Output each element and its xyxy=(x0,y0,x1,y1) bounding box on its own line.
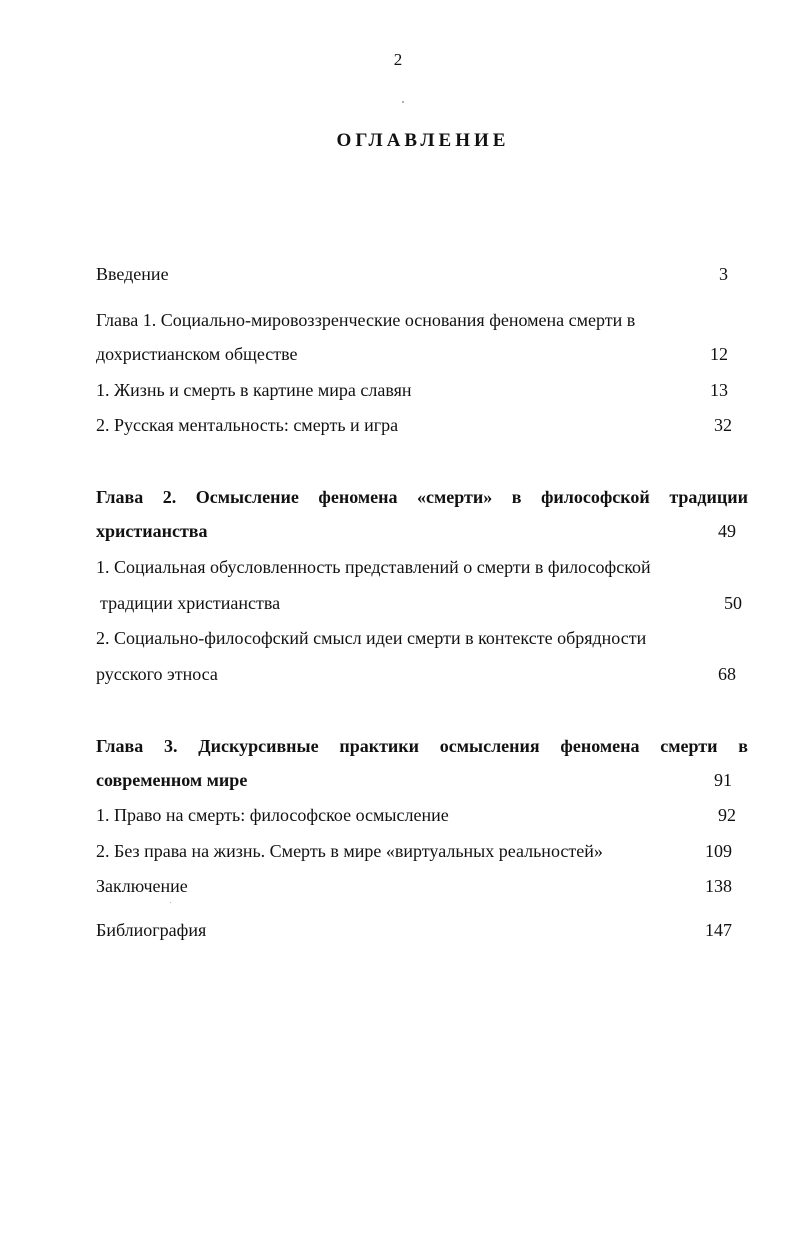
toc-page: 32 xyxy=(714,415,732,435)
toc-label: 1. Социальная обусловленность представлений о смерти в философской xyxy=(96,557,651,577)
toc-page: 68 xyxy=(718,664,736,684)
toc-word: Дискурсивные xyxy=(198,736,319,756)
toc-label: Заключение xyxy=(96,876,188,896)
toc-label-justified xyxy=(96,485,748,509)
toc-page: 138 xyxy=(705,876,732,896)
toc-label: традиции христианства xyxy=(100,593,281,613)
toc-word: феномена xyxy=(318,487,398,507)
toc-label: русского этноса xyxy=(96,664,218,684)
toc-entry-conclusion xyxy=(96,874,748,898)
toc-page: 12 xyxy=(710,344,728,364)
toc-page: 147 xyxy=(705,920,732,940)
toc-label: современном мире xyxy=(96,770,248,790)
toc-label-justified xyxy=(96,734,748,758)
toc-entry-3-1 xyxy=(96,803,748,827)
toc-entry-chapter-2 xyxy=(96,485,748,509)
toc-word: 2. xyxy=(162,487,177,507)
toc-entry-2-1 xyxy=(96,555,748,579)
toc-entry-2-2 xyxy=(96,626,748,650)
toc-page: 92 xyxy=(718,805,736,825)
toc-title: ОГЛАВЛЕНИЕ xyxy=(336,130,510,151)
toc-entry-3-2 xyxy=(96,839,748,863)
toc-label: 1. Жизнь и смерть в картине мира славян xyxy=(96,380,412,400)
toc-entry-1-2 xyxy=(96,413,748,437)
toc-entry-1-1 xyxy=(96,378,748,402)
toc-word: Глава xyxy=(96,487,144,507)
toc-label: Глава 1. Социально-мировоззренческие основания феномена смерти в xyxy=(96,310,636,330)
toc-entry-chapter-1-cont xyxy=(96,342,748,366)
toc-page: 109 xyxy=(705,841,732,861)
toc-page: 50 xyxy=(724,593,742,613)
toc-label: 2. Социально-философский смысл идеи смерти в контексте обрядности xyxy=(96,628,647,648)
toc-label: христианства xyxy=(96,521,208,541)
toc-page: 91 xyxy=(714,770,732,790)
toc-word: 3. xyxy=(163,736,178,756)
toc-entry-chapter-1 xyxy=(96,308,748,332)
toc-entry-chapter-3 xyxy=(96,734,748,758)
toc-word: «смерти» xyxy=(416,487,493,507)
toc-word: в xyxy=(738,736,748,756)
toc-word: Глава xyxy=(96,736,144,756)
toc-page: 13 xyxy=(710,380,728,400)
toc-label: 1. Право на смерть: философское осмысление xyxy=(96,805,449,825)
toc-label: Введение xyxy=(96,264,169,284)
toc-word: смерти xyxy=(660,736,718,756)
toc-entry-bibliography xyxy=(96,918,748,942)
toc-word: традиции xyxy=(669,487,748,507)
scan-speck xyxy=(402,101,404,103)
toc-entry-2-2-cont xyxy=(96,662,748,686)
toc-entry-chapter-3-cont xyxy=(96,768,748,792)
toc-page: 3 xyxy=(719,264,728,284)
toc-label: дохристианском обществе xyxy=(96,344,298,364)
toc-word: философской xyxy=(540,487,650,507)
toc-entry-2-1-cont xyxy=(100,591,752,615)
page-number: 2 xyxy=(393,50,403,69)
toc-word: в xyxy=(511,487,522,507)
toc-word: осмысления xyxy=(439,736,540,756)
toc-label: 2. Без права на жизнь. Смерть в мире «виртуальных реальностей» xyxy=(96,841,603,861)
toc-word: феномена xyxy=(560,736,640,756)
toc-label: Библиография xyxy=(96,920,207,940)
toc-label: 2. Русская ментальность: смерть и игра xyxy=(96,415,399,435)
toc-word: Осмысление xyxy=(195,487,299,507)
toc-word: практики xyxy=(339,736,420,756)
toc-page: 49 xyxy=(718,521,736,541)
toc-entry-chapter-2-cont xyxy=(96,519,748,543)
toc-entry-intro xyxy=(96,262,748,286)
scan-speck xyxy=(170,902,171,903)
